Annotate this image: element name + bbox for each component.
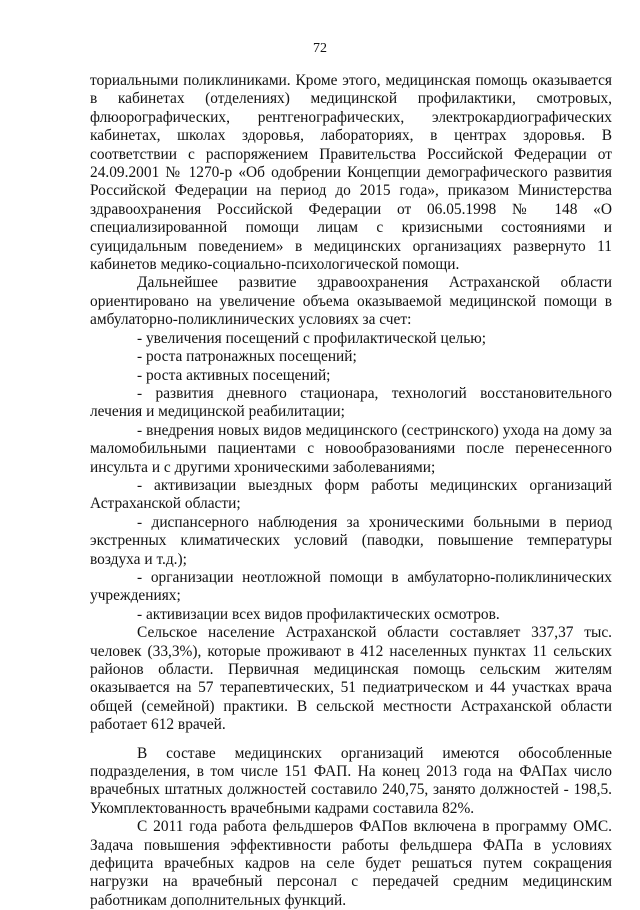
list-item: - увеличения посещений с профилактической целью; xyxy=(137,329,487,347)
list-item: - диспансерного наблюдения за хроническими больными в период экстренных климатических условий (паводки, повышение температуры воздуха и т.д.); xyxy=(90,513,612,568)
list-item: - организации неотложной помощи в амбулаторно-поликлинических учреждениях; xyxy=(90,568,612,605)
paragraph-fap-subdivisions: В составе медицинских организаций имеются обособленные подразделения, в том числе 151 ФАП. На конец 2013 года на ФАПах число врачебных штатных должностей составило 240,75, занято должностей - 198,5. Укомплектованность врачебными кадрами составила 82%. xyxy=(90,744,612,817)
list-item: - активизации всех видов профилактических осмотров. xyxy=(137,605,500,623)
paragraph-oms-program: С 2011 года работа фельдшеров ФАПов включена в программу ОМС. Задача повышения эффективности работы фельдшера ФАПа в условиях дефицита врачебных кадров на селе будет решаться путем сокращения нагрузки на врачебный персонал с передачей средним медицинским работникам дополнительных функций. xyxy=(90,818,612,909)
list-item: - внедрения новых видов медицинского (сестринского) ухода на дому за маломобильными пациентами с новообразованиями после перенесенного инсульта и с другими хроническими заболеваниями; xyxy=(90,421,612,476)
list-item: - развития дневного стационара, технологий восстановительного лечения и медицинской реабилитации; xyxy=(90,384,612,421)
paragraph-rural-population: Сельское население Астраханской области составляет 337,37 тыс. человек (33,3%), которые проживают в 412 населенных пунктах 11 сельских районов области. Первичная медицинская помощь сельским жителям оказывается на 57 терапевтических, 51 педиатрическом и 44 участках врача общей (семейной) практики. В сельской местности Астраханской области работает 612 врачей. xyxy=(90,624,612,734)
list-item: - роста активных посещений; xyxy=(137,366,331,384)
list-item: - активизации выездных форм работы медицинских организаций Астраханской области; xyxy=(90,476,612,513)
page-number: 72 xyxy=(313,41,327,56)
list-item: - роста патронажных посещений; xyxy=(137,348,357,366)
paragraph-development-intro: Дальнейшее развитие здравоохранения Астраханской области ориентировано на увеличение объема оказываемой медицинской помощи в амбулаторно-поликлинических условиях за счет: xyxy=(90,274,612,329)
paragraph-continued: ториальными поликлиниками. Кроме этого, медицинская помощь оказывается в кабинетах (отделениях) медицинской профилактики, смотровых, флюорографических, рентгенографических, электрокардиографических кабинетах, школах здоровья, лабораториях, в центрах здоровья. В соответствии с распоряжением Правительства Российской Федерации от 24.09.2001 № 1270-р «Об одобрении Концепции демографического развития Российской Федерации на период до 2015 года», приказом Министерства здравоохранения Российской Федерации от 06.05.1998 № 148 «О специализированной помощи лицам с кризисными состояниями и суицидальным поведением» в медицинских организациях развернуто 11 кабинетов медико-социально-психологической помощи. xyxy=(90,72,612,274)
document-body xyxy=(90,72,612,910)
